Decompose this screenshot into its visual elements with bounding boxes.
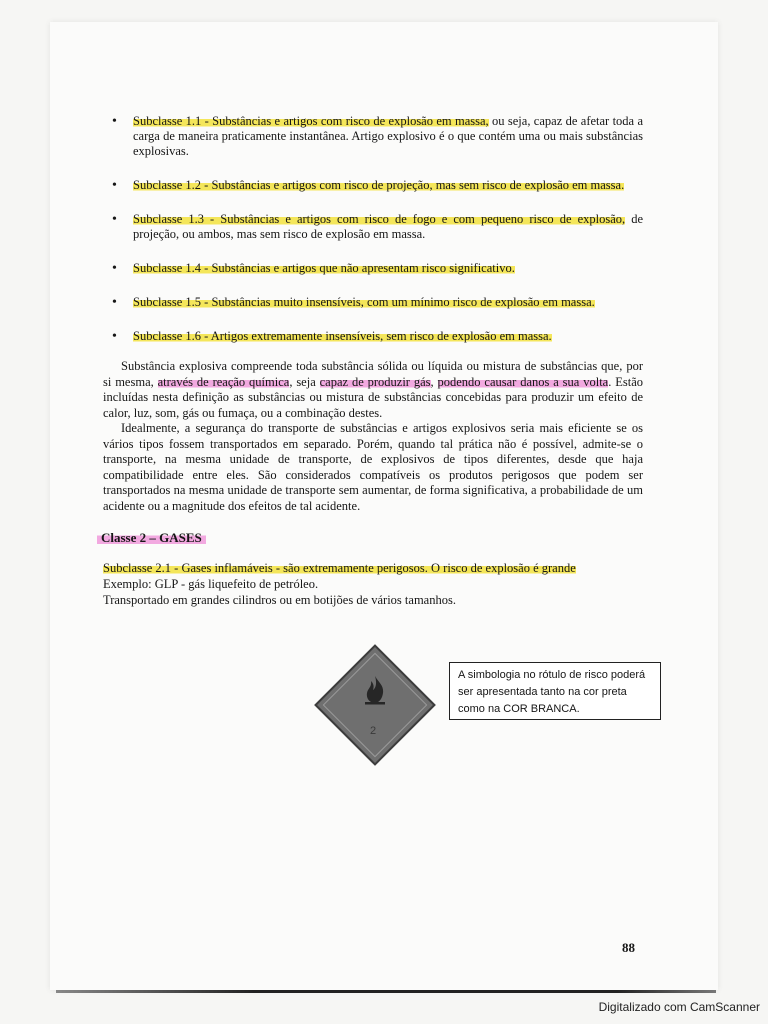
camscanner-footer: Digitalizado com CamScanner bbox=[598, 1000, 760, 1014]
subclass-2-1-highlight: Subclasse 2.1 - Gases inflamáveis - são extremamente perigosos. O risco de explosão é grande bbox=[103, 561, 576, 575]
page-number: 88 bbox=[622, 940, 635, 955]
pink-highlight: podendo causar danos a sua volta bbox=[437, 374, 609, 389]
paragraph-text: , bbox=[430, 374, 438, 389]
subclass-highlight: Subclasse 1.5 - Substâncias muito insensíveis, com um mínimo risco de explosão em massa. bbox=[133, 295, 595, 309]
hazard-label-class-2 bbox=[315, 645, 435, 765]
transport-safety-paragraph: Idealmente, a segurança do transporte de substâncias e artigos explosivos seria mais eficiente se os vários tipos fossem transportados em separado. Porém, quando tal prática não é possível, admite-se o transporte, na mesma unidade de transporte, de explosivos de tipos diferentes, desde que haja compatibilidade entre eles. São considerados compatíveis os produtos perigosos que podem ser transportados na mesma unidade de transporte sem aumentar, de forma significativa, a probabilidade de um acidente ou a magnitude dos efeitos de tal acidente. bbox=[103, 421, 643, 513]
hazard-class-number: 2 bbox=[370, 725, 377, 737]
subclass-1-5 bbox=[103, 295, 643, 310]
explosive-definition-paragraph bbox=[103, 359, 643, 421]
bullet-dot: • bbox=[112, 295, 117, 310]
subclass-highlight: Subclasse 1.6 - Artigos extremamente insensíveis, sem risco de explosão em massa. bbox=[133, 329, 552, 343]
example-line: Exemplo: GLP - gás liquefeito de petróleo. bbox=[103, 577, 319, 591]
bullet-dot: • bbox=[112, 114, 117, 129]
subclass-1-6 bbox=[103, 329, 643, 344]
paragraph-text: , seja bbox=[289, 374, 320, 389]
transport-line: Transportado em grandes cilindros ou em botijões de vários tamanhos. bbox=[103, 593, 456, 607]
subclass-1-4 bbox=[103, 261, 643, 276]
bullet-dot: • bbox=[112, 178, 117, 193]
flame-icon bbox=[358, 673, 392, 707]
bullet-dot: • bbox=[112, 261, 117, 276]
subclass-1-1 bbox=[103, 114, 643, 159]
subclass-highlight: Subclasse 1.2 - Substâncias e artigos com risco de projeção, mas sem risco de explosão em massa. bbox=[133, 178, 625, 192]
class-2-heading: Classe 2 – GASES bbox=[97, 530, 206, 546]
note-emphasis: COR BRANCA bbox=[503, 703, 577, 715]
subclass-description: ou seja, capaz de afetar toda a carga de maneira praticamente instantânea. Artigo explosivo é o que contém uma ou mais substâncias explosivas. bbox=[133, 114, 644, 158]
paragraph-text: . Estão incluídas nesta definição as substâncias ou mistura de substâncias concebidas para produzir um efeito de calor, luz, som, gás ou fumaça, ou a combinação destes. bbox=[103, 374, 643, 420]
bullet-dot: • bbox=[112, 212, 117, 227]
note-text: . bbox=[576, 703, 580, 715]
page-content bbox=[103, 114, 643, 608]
subclass-list bbox=[103, 114, 643, 344]
subclass-1-3 bbox=[103, 212, 643, 242]
note-text: A simbologia no rótulo de risco poderá ser apresentada tanto na cor preta como na bbox=[458, 669, 646, 715]
symbol-note-box bbox=[449, 662, 661, 720]
subclass-1-2 bbox=[103, 178, 643, 193]
pink-highlight: capaz de produzir gás bbox=[319, 374, 431, 389]
subclass-highlight: Subclasse 1.3 - Substâncias e artigos com risco de fogo e com pequeno risco de explosão, bbox=[133, 212, 626, 226]
subclass-highlight: Subclasse 1.4 - Substâncias e artigos que não apresentam risco significativo. bbox=[133, 261, 515, 275]
pink-highlight: através de reação química bbox=[157, 374, 290, 389]
subclass-description: de projeção, ou ambos, mas sem risco de explosão em massa. bbox=[133, 212, 643, 241]
bullet-dot: • bbox=[112, 329, 117, 344]
subclass-highlight: Subclasse 1.1 - Substâncias e artigos com risco de explosão em massa, bbox=[133, 114, 489, 128]
scan-edge-line bbox=[56, 990, 716, 993]
class-2-details bbox=[103, 560, 643, 608]
paragraph-text: Substância explosiva compreende toda substância sólida ou líquida ou mistura de substâncias que, por si mesma, bbox=[103, 359, 643, 389]
